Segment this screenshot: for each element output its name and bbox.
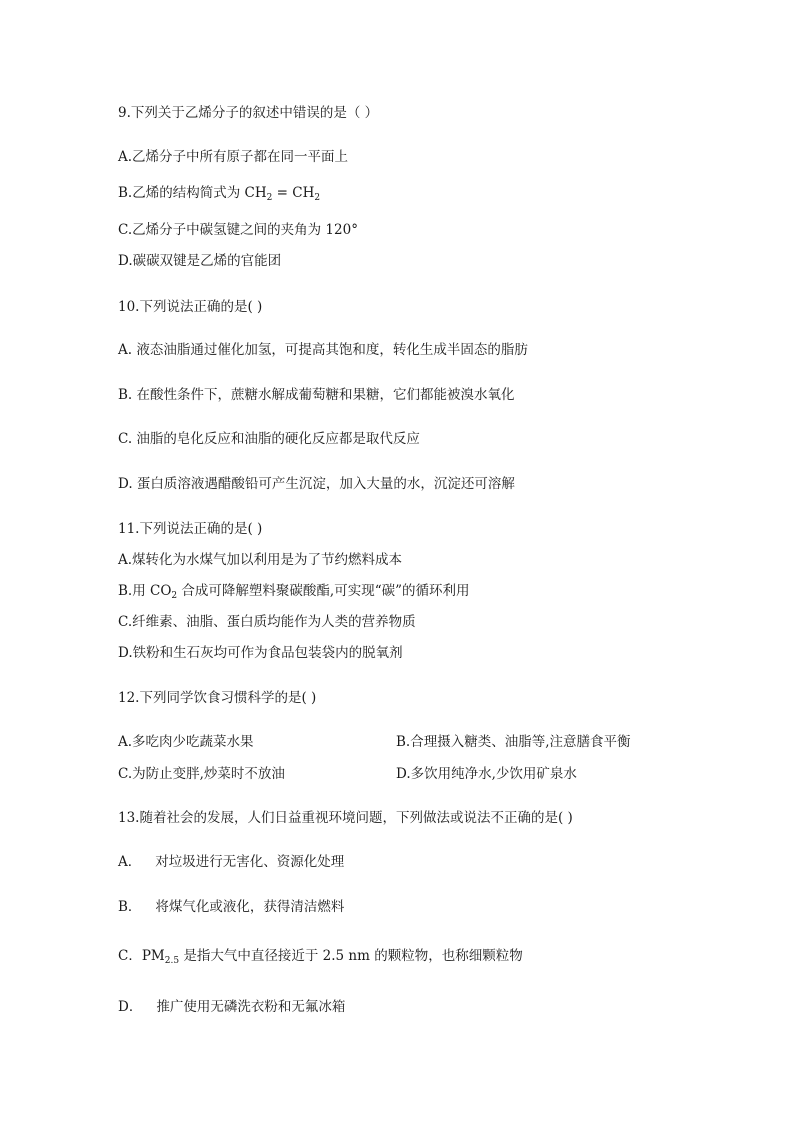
q13-option-a	[118, 853, 344, 871]
q9-option-b-sub2: 2	[314, 193, 321, 203]
q11-option-b-text2: 合成可降解塑料聚碳酸酯,可实现“碳”的循环利用	[177, 583, 470, 599]
q13-option-b-label: B．	[118, 899, 142, 915]
q13-option-c-text: C．PM	[118, 948, 165, 964]
q9-option-b	[118, 184, 320, 202]
q11-option-c: C.纤维素、油脂、蛋白质均能作为人类的营养物质	[118, 614, 416, 630]
q13-option-b	[118, 898, 344, 916]
q9-option-b-sub1: 2	[266, 193, 273, 203]
q11-option-d: D.铁粉和生石灰均可作为食品包装袋内的脱氧剂	[118, 645, 403, 661]
q13-option-d-text: 推广使用无磷洗衣粉和无氟冰箱	[156, 999, 346, 1015]
q9-option-c: C.乙烯分子中碳氢键之间的夹角为 120°	[118, 222, 358, 238]
q9-option-b-text: B.乙烯的结构简式为 CH	[118, 185, 267, 201]
q11-option-b	[118, 582, 470, 600]
q13-stem: 13.随着社会的发展，人们日益重视环境问题，下列做法或说法不正确的是( )	[118, 810, 573, 826]
q12-option-a: A.多吃肉少吃蔬菜水果	[118, 734, 254, 750]
q10-option-d: D. 蛋白质溶液遇醋酸铅可产生沉淀，加入大量的水，沉淀还可溶解	[118, 476, 515, 492]
q12-option-d: D.多饮用纯净水,少饮用矿泉水	[396, 766, 577, 782]
q11-stem: 11.下列说法正确的是( )	[118, 521, 263, 537]
q12-stem: 12.下列同学饮食习惯科学的是( )	[118, 690, 317, 706]
q12-option-b: B.合理摄入糖类、油脂等,注意膳食平衡	[396, 734, 631, 750]
q10-stem: 10.下列说法正确的是( )	[118, 299, 263, 315]
q13-option-d	[118, 998, 345, 1016]
q13-option-a-text: 对垃圾进行无害化、资源化处理	[155, 854, 345, 870]
q13-option-c	[118, 947, 523, 965]
q10-option-a: A. 液态油脂通过催化加氢，可提高其饱和度，转化生成半固态的脂肪	[118, 342, 528, 358]
q9-option-a: A.乙烯分子中所有原子都在同一平面上	[118, 149, 349, 165]
q13-option-c-text2: 是指大气中直径接近于 2.5 nm 的颗粒物，也称细颗粒物	[179, 948, 523, 964]
q9-option-d: D.碳碳双键是乙烯的官能团	[118, 253, 282, 269]
q12-option-c: C.为防止变胖,炒菜时不放油	[118, 766, 285, 782]
q9-stem: 9.下列关于乙烯分子的叙述中错误的是（ ）	[118, 105, 379, 121]
q10-option-c: C. 油脂的皂化反应和油脂的硬化反应都是取代反应	[118, 431, 420, 447]
q13-option-c-sub: 2.5	[164, 956, 180, 966]
q10-option-b: B. 在酸性条件下，蔗糖水解成葡萄糖和果糖，它们都能被溴水氧化	[118, 387, 515, 403]
q13-option-a-label: A．	[118, 854, 142, 870]
q11-option-b-sub: 2	[171, 591, 178, 601]
q11-option-b-text: B.用 CO	[118, 583, 172, 599]
q9-option-b-text2: = CH	[272, 185, 315, 201]
q11-option-a: A.煤转化为水煤气加以利用是为了节约燃料成本	[118, 552, 403, 568]
q13-option-b-text: 将煤气化或液化，获得清洁燃料	[155, 899, 345, 915]
q13-option-d-label: D．	[118, 999, 143, 1015]
